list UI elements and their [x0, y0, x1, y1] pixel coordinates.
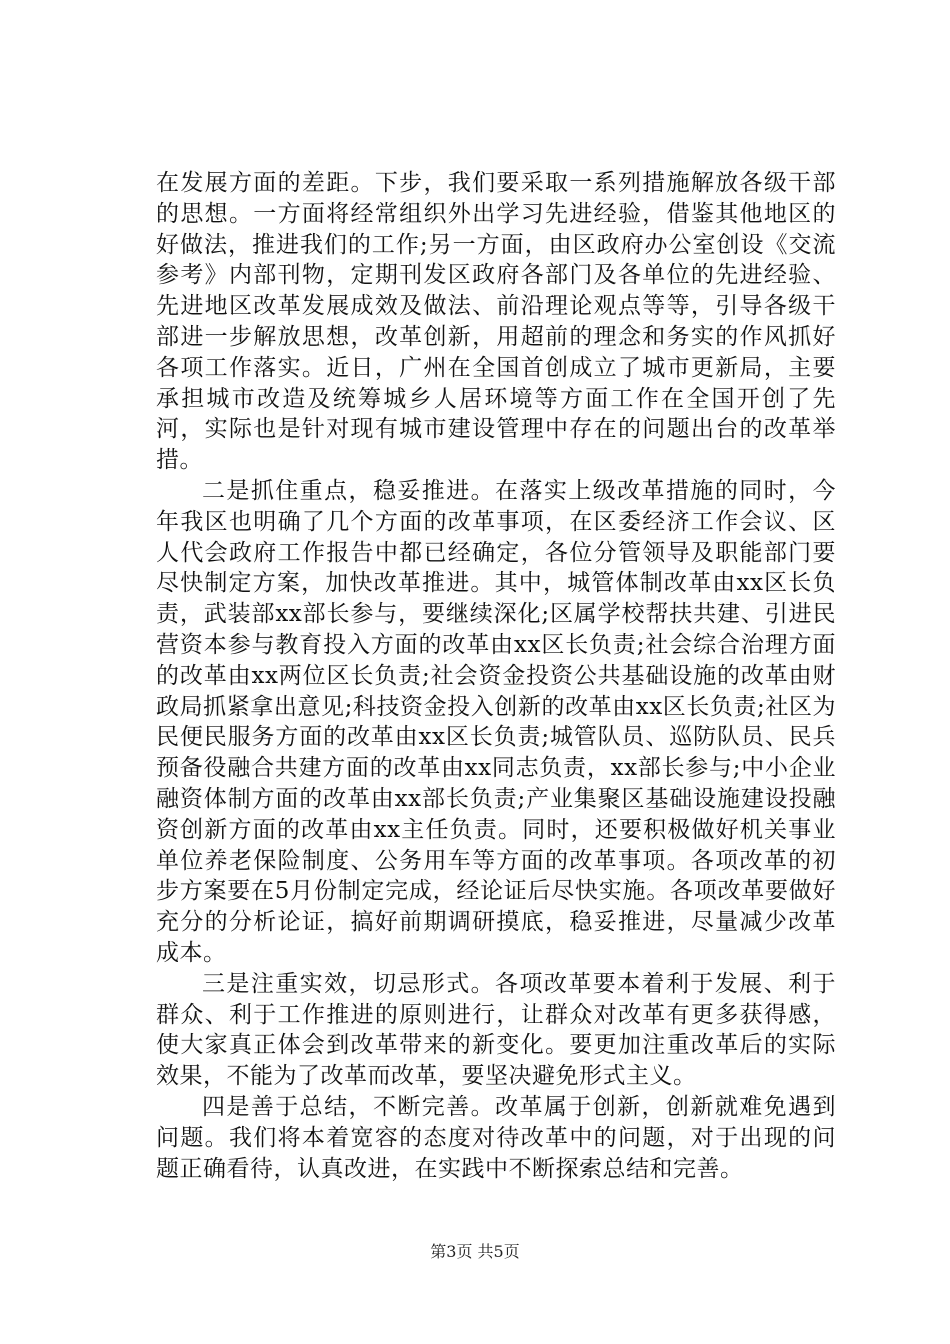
paragraph-1: 在发展方面的差距。下步，我们要采取一系列措施解放各级干部的思想。一方面将经常组织外出学习先进经验，借鉴其他地区的好做法，推进我们的工作;另一方面，由区政府办公室创设《交流参考》内部刊物，定期刊发区政府各部门及各单位的先进经验、先进地区改革发展成效及做法、前沿理论观点等等，引导各级干部进一步解放思想，改革创新，用超前的理念和务实的作风抓好各项工作落实。近日，广州在全国首创成立了城市更新局，主要承担城市改造及统筹城乡人居环境等方面工作在全国开创了先河，实际也是针对现有城市建设管理中存在的问题出台的改革举措。	[156, 170, 836, 474]
paragraph-3: 三是注重实效，切忌形式。各项改革要本着利于发展、利于群众、利于工作推进的原则进行，让群众对改革有更多获得感，使大家真正体会到改革带来的新变化。要更加注重改革后的实际效果，不能为了改革而改革，要坚决避免形式主义。	[156, 970, 836, 1090]
page-footer: 第3页 共5页	[430, 1242, 520, 1261]
paragraph-2: 二是抓住重点，稳妥推进。在落实上级改革措施的同时，今年我区也明确了几个方面的改革事项，在区委经济工作会议、区人代会政府工作报告中都已经确定，各位分管领导及职能部门要尽快制定方案，加快改革推进。其中，城管体制改革由xx区长负责，武装部xx部长参与，要继续深化;区属学校帮扶共建、引进民营资本参与教育投入方面的改革由xx区长负责;社会综合治理方面的改革由xx两位区长负责;社会资金投资公共基础设施的改革由财政局抓紧拿出意见;科技资金投入创新的改革由xx区长负责;社区为民便民服务方面的改革由xx区长负责;城管队员、巡防队员、民兵预备役融合共建方面的改革由xx同志负责，xx部长参与;中小企业融资体制方面的改革由xx部长负责;产业集聚区基础设施建设投融资创新方面的改革由xx主任负责。同时，还要积极做好机关事业单位养老保险制度、公务用车等方面的改革事项。各项改革的初步方案要在5月份制定完成，经论证后尽快实施。各项改革要做好充分的分析论证，搞好前期调研摸底，稳妥推进，尽量减少改革成本。	[156, 477, 836, 966]
paragraph-4: 四是善于总结，不断完善。改革属于创新，创新就难免遇到问题。我们将本着宽容的态度对待改革中的问题，对于出现的问题正确看待，认真改进，在实践中不断探索总结和完善。	[156, 1093, 836, 1182]
document-body	[156, 168, 836, 1184]
